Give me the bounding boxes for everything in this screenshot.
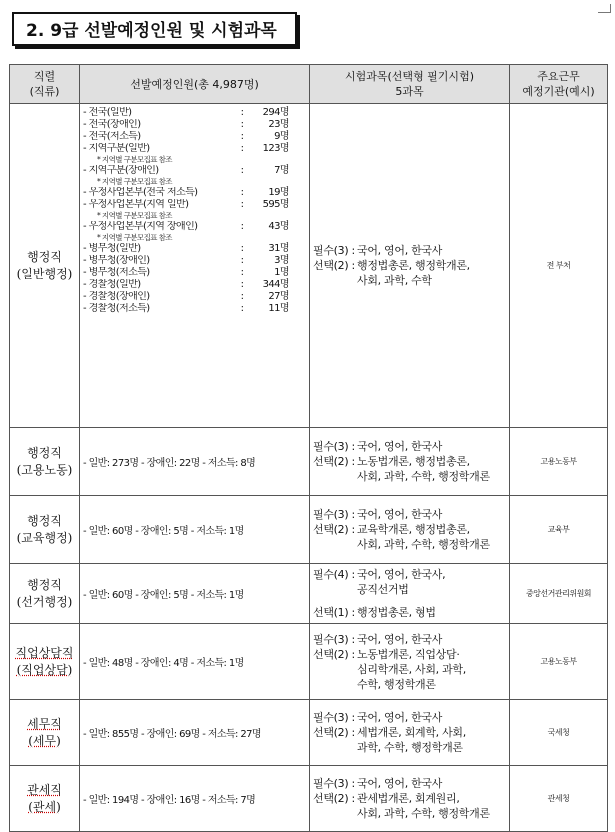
quota-value: 294명 <box>262 107 289 118</box>
subject-type-label: 필수(3) : <box>313 711 355 724</box>
subject-type-label: 필수(3) : <box>313 632 355 646</box>
quota-line <box>83 199 309 211</box>
subject-line <box>313 469 509 484</box>
subject-list: 행정법총론, 형법 <box>357 606 436 619</box>
quota-value: 11명 <box>268 303 289 314</box>
quota-cell <box>80 104 310 428</box>
subject-type-label <box>313 677 357 692</box>
recruitment-table <box>9 64 608 832</box>
table-row <box>10 766 608 832</box>
quota-line <box>83 221 309 233</box>
subject-list: 사회, 과학, 수학, 행정학개론 <box>357 807 490 820</box>
quota-label: - 우정사업본부(전국 저소득) <box>83 187 198 198</box>
quota-line <box>83 255 309 267</box>
position-cell: 행정직 (고용노동) <box>10 428 80 496</box>
subject-type-label: 선택(2) : <box>313 523 355 536</box>
quota-label: - 경찰청(저소득) <box>83 303 150 314</box>
subject-list: 과학, 수학, 행정학개론 <box>357 741 463 754</box>
org-cell: 고용노동부 <box>510 428 608 496</box>
subject-type-label: 필수(3) : <box>313 777 355 790</box>
org-cell: 중앙선거관리위원회 <box>510 564 608 624</box>
quota-line <box>83 119 309 131</box>
subject-type-label <box>313 662 357 677</box>
quota-label: - 지역구분(장애인) <box>83 165 159 176</box>
subject-type-label <box>313 582 357 597</box>
org-cell: 전 부처 <box>510 104 608 428</box>
quota-note: * 지역별 구분모집표 참조 <box>97 233 172 242</box>
quota-label: - 병무청(장애인) <box>83 255 150 266</box>
colon-separator: : <box>240 303 244 314</box>
quota-cell: - 일반: 273명 - 장애인: 22명 - 저소득: 8명 <box>80 428 310 496</box>
quota-note: * 지역별 구분모집표 참조 <box>97 211 172 220</box>
colon-separator: : <box>240 279 244 290</box>
subject-line <box>313 582 509 597</box>
colon-separator: : <box>240 243 244 254</box>
colon-separator: : <box>240 165 244 176</box>
subject-line <box>313 647 509 662</box>
quota-line <box>83 243 309 255</box>
subjects-cell <box>310 766 510 832</box>
colon-separator: : <box>240 291 244 302</box>
subjects-cell <box>310 624 510 700</box>
position-cell: 세무직 (세무) <box>10 700 80 766</box>
quota-line <box>83 267 309 279</box>
colon-separator: : <box>240 187 244 198</box>
subject-list: 관세법개론, 회계원리, <box>357 792 460 805</box>
position-cell: 행정직 (교육행정) <box>10 496 80 564</box>
subject-type-label: 선택(1) : <box>313 606 355 619</box>
quota-label: - 우정사업본부(지역 일반) <box>83 199 189 210</box>
subject-line <box>313 273 509 288</box>
subject-line <box>313 454 509 469</box>
quota-label: - 경찰청(일반) <box>83 279 141 290</box>
quota-cell: - 일반: 48명 - 장애인: 4명 - 저소득: 1명 <box>80 624 310 700</box>
subject-type-label: 선택(2) : <box>313 792 355 805</box>
subject-line <box>313 537 509 552</box>
subject-list: 국어, 영어, 한국사 <box>357 244 443 257</box>
subject-list: 교육학개론, 행정법총론, <box>357 523 470 536</box>
subject-line <box>313 806 509 821</box>
subject-line <box>313 507 509 522</box>
quota-label: - 전국(저소득) <box>83 131 141 142</box>
quota-value: 27명 <box>268 291 289 302</box>
subject-line <box>313 662 509 677</box>
colon-separator: : <box>240 221 244 232</box>
quota-line <box>83 107 309 119</box>
quota-label: - 병무청(저소득) <box>83 267 150 278</box>
section-title: 2. 9급 선발예정인원 및 시험과목 <box>12 12 297 46</box>
org-cell: 관세청 <box>510 766 608 832</box>
org-cell: 교육부 <box>510 496 608 564</box>
table-row <box>10 624 608 700</box>
quota-label: - 병무청(일반) <box>83 243 141 254</box>
subject-type-label: 필수(4) : <box>313 568 355 581</box>
subject-line <box>313 725 509 740</box>
table-row <box>10 496 608 564</box>
colon-separator: : <box>240 267 244 278</box>
quota-value: 43명 <box>268 221 289 232</box>
subject-list: 국어, 영어, 한국사 <box>357 508 443 521</box>
subject-line <box>313 740 509 755</box>
position-cell: 행정직 (선거행정) <box>10 564 80 624</box>
subject-type-label: 선택(2) : <box>313 726 355 739</box>
quota-label: - 우정사업본부(지역 장애인) <box>83 221 198 232</box>
quota-label: - 경찰청(장애인) <box>83 291 150 302</box>
subjects-cell <box>310 564 510 624</box>
quota-label: - 전국(장애인) <box>83 119 141 130</box>
subjects-cell <box>310 104 510 428</box>
subject-list: 국어, 영어, 한국사 <box>357 777 443 790</box>
subject-list: 심리학개론, 사회, 과학, <box>357 662 466 676</box>
subject-type-label: 선택(2) : <box>313 455 355 468</box>
quota-label: - 전국(일반) <box>83 107 132 118</box>
quota-value: 3명 <box>274 255 289 266</box>
quota-value: 595명 <box>262 199 289 210</box>
quota-value: 344명 <box>262 279 289 290</box>
quota-value: 1명 <box>274 267 289 278</box>
subject-list: 노동법개론, 직업상담· <box>357 647 460 661</box>
subject-list: 세법개론, 회계학, 사회, <box>357 726 466 739</box>
quota-line <box>83 279 309 291</box>
quota-value: 123명 <box>262 143 289 154</box>
subject-list: 국어, 영어, 한국사 <box>357 440 443 453</box>
position-cell: 관세직 (관세) <box>10 766 80 832</box>
quota-line <box>83 165 309 177</box>
table-row <box>10 564 608 624</box>
subject-line <box>313 677 509 692</box>
quota-note: * 지역별 구분모집표 참조 <box>97 177 172 186</box>
subject-type-label: 필수(3) : <box>313 440 355 453</box>
window-corner-mark <box>598 4 611 13</box>
subject-type-label <box>313 537 357 552</box>
quota-line <box>83 303 309 315</box>
subject-line <box>313 439 509 454</box>
quota-value: 19명 <box>268 187 289 198</box>
subject-line <box>313 522 509 537</box>
quota-line <box>83 131 309 143</box>
subjects-cell <box>310 428 510 496</box>
subject-list: 국어, 영어, 한국사, <box>357 568 446 581</box>
quota-value: 31명 <box>268 243 289 254</box>
table-row <box>10 104 608 428</box>
subject-type-label: 필수(3) : <box>313 508 355 521</box>
subject-type-label <box>313 740 357 755</box>
header-subjects: 시험과목(선택형 필기시험) 5과목 <box>310 65 510 104</box>
subject-list: 국어, 영어, 한국사 <box>357 711 443 724</box>
subject-line <box>313 605 509 620</box>
org-cell: 고용노동부 <box>510 624 608 700</box>
table-row <box>10 428 608 496</box>
colon-separator: : <box>240 107 244 118</box>
subjects-cell <box>310 700 510 766</box>
colon-separator: : <box>240 199 244 210</box>
subjects-cell <box>310 496 510 564</box>
subject-type-label: 필수(3) : <box>313 244 355 257</box>
quota-line <box>83 143 309 155</box>
quota-line <box>83 291 309 303</box>
quota-value: 9명 <box>274 131 289 142</box>
subject-list: 사회, 과학, 수학, 행정학개론 <box>357 538 490 551</box>
quota-label: - 지역구분(일반) <box>83 143 150 154</box>
quota-cell: - 일반: 194명 - 장애인: 16명 - 저소득: 7명 <box>80 766 310 832</box>
subject-list: 행정법총론, 행정학개론, <box>357 259 470 272</box>
subject-type-label <box>313 806 357 821</box>
header-quota: 선발예정인원(총 4,987명) <box>80 65 310 104</box>
subject-list: 공직선거법 <box>357 583 409 596</box>
header-position: 직렬 (직류) <box>10 65 80 104</box>
quota-cell: - 일반: 855명 - 장애인: 69명 - 저소득: 27명 <box>80 700 310 766</box>
subject-line <box>313 258 509 273</box>
subject-type-label: 선택(2) : <box>313 259 355 272</box>
header-row <box>10 65 608 104</box>
subject-list: 사회, 과학, 수학 <box>357 274 432 287</box>
quota-cell: - 일반: 60명 - 장애인: 5명 - 저소득: 1명 <box>80 564 310 624</box>
subject-line <box>313 791 509 806</box>
colon-separator: : <box>240 119 244 130</box>
quota-cell: - 일반: 60명 - 장애인: 5명 - 저소득: 1명 <box>80 496 310 564</box>
header-org: 주요근무 예정기관(예시) <box>510 65 608 104</box>
subject-list: 수학, 행정학개론 <box>357 677 436 691</box>
colon-separator: : <box>240 255 244 266</box>
subject-line <box>313 710 509 725</box>
subject-line <box>313 567 509 582</box>
subject-line <box>313 632 509 647</box>
subject-type-label <box>313 273 357 288</box>
quota-value: 7명 <box>274 165 289 176</box>
quota-note: * 지역별 구분모집표 참조 <box>97 155 172 164</box>
table-row <box>10 700 608 766</box>
subject-type-label <box>313 469 357 484</box>
subject-list: 국어, 영어, 한국사 <box>357 632 443 646</box>
colon-separator: : <box>240 131 244 142</box>
colon-separator: : <box>240 143 244 154</box>
org-cell: 국세청 <box>510 700 608 766</box>
subject-type-label: 선택(2) : <box>313 647 355 661</box>
quota-line <box>83 187 309 199</box>
subject-list: 사회, 과학, 수학, 행정학개론 <box>357 470 490 483</box>
subject-line <box>313 776 509 791</box>
subject-list: 노동법개론, 행정법총론, <box>357 455 470 468</box>
position-cell: 직업상담직 (직업상담) <box>10 624 80 700</box>
subject-line <box>313 243 509 258</box>
quota-value: 23명 <box>268 119 289 130</box>
position-cell: 행정직 (일반행정) <box>10 104 80 428</box>
